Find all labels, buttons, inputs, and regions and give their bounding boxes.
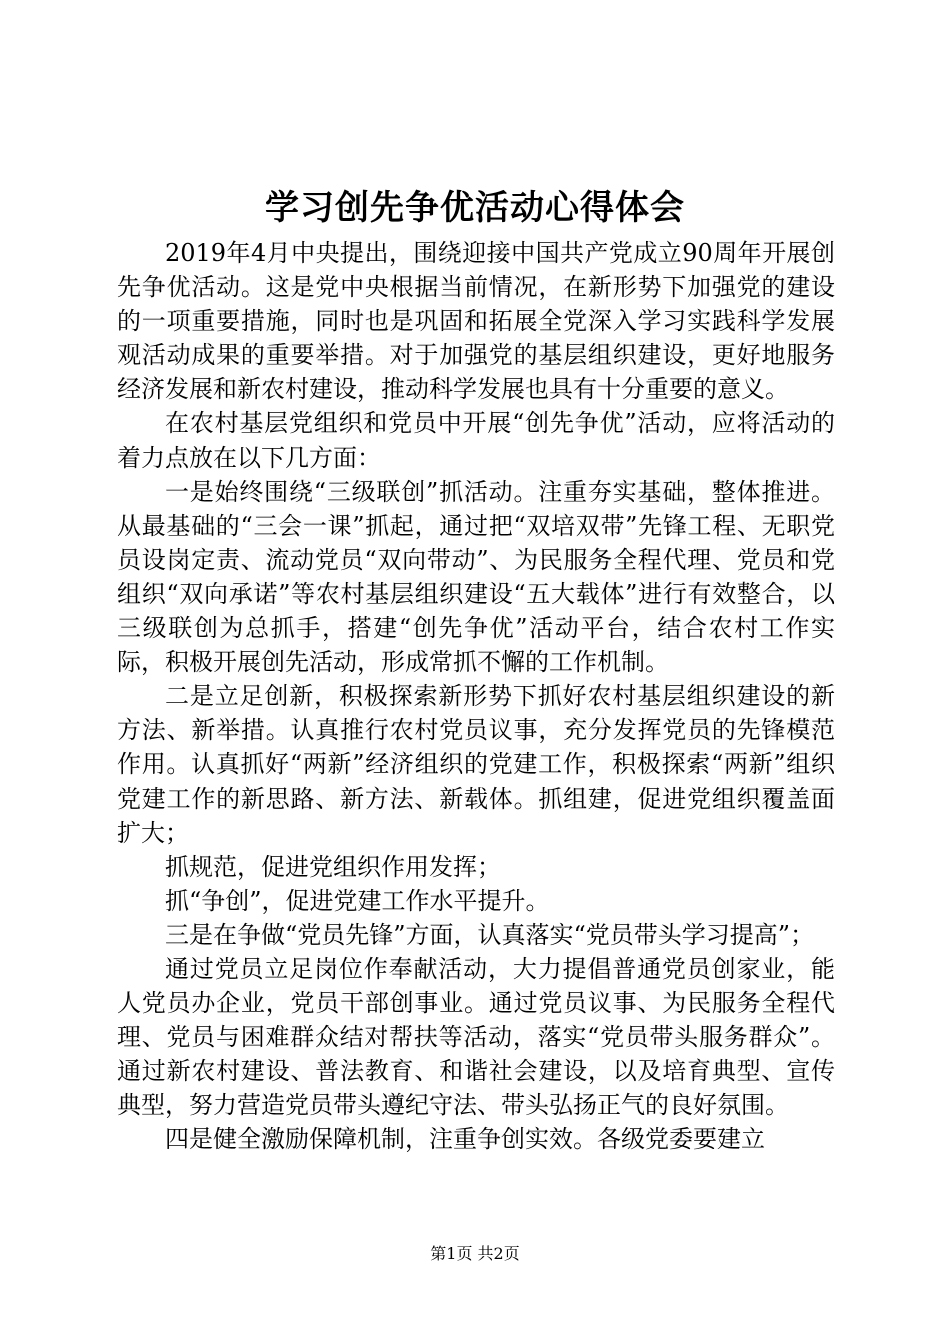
paragraph: 三是在争做“党员先锋”方面，认真落实“党员带头学习提高”； <box>165 920 815 949</box>
paragraph: 抓“争创”，促进党建工作水平提升。 <box>165 886 550 915</box>
paragraph: 通过党员立足岗位作奉献活动，大力提倡普通党员创家业，能人党员办企业，党员干部创事业。通过党员议事、为民服务全程代理、党员与困难群众结对帮扶等活动，落实“党员带头服务群众”。通过新农村建设、普法教育、和谐社会建设，以及培育典型、宣传典型，努力营造党员带头遵纪守法、带头弘扬正气的良好氛围。 <box>117 954 835 1120</box>
paragraph: 抓规范，促进党组织作用发挥； <box>165 852 501 881</box>
paragraph: 一是始终围绕“三级联创”抓活动。注重夯实基础，整体推进。从最基础的“三会一课”抓起，通过把“双培双带”先锋工程、无职党员设岗定责、流动党员“双向带动”、为民服务全程代理、党员和党组织“双向承诺”等农村基层组织建设“五大载体”进行有效整合，以三级联创为总抓手，搭建“创先争优”活动平台，结合农村工作实际，积极开展创先活动，形成常抓不懈的工作机制。 <box>117 477 835 677</box>
document-title: 学习创先争优活动心得体会 <box>265 188 685 228</box>
page-number-footer: 第1页 共2页 <box>430 1244 520 1263</box>
document-body <box>117 236 835 1157</box>
paragraph: 在农村基层党组织和党员中开展“创先争优”活动，应将活动的着力点放在以下几方面： <box>117 409 835 472</box>
paragraph: 二是立足创新，积极探索新形势下抓好农村基层组织建设的新方法、新举措。认真推行农村党员议事，充分发挥党员的先锋模范作用。认真抓好“两新”经济组织的党建工作，积极探索“两新”组织党建工作的新思路、新方法、新载体。抓组建，促进党组织覆盖面扩大； <box>117 682 835 847</box>
paragraph: 四是健全激励保障机制，注重争创实效。各级党委要建立 <box>165 1125 765 1154</box>
paragraph: 2019年4月中央提出，围绕迎接中国共产党成立90周年开展创先争优活动。这是党中央根据当前情况，在新形势下加强党的建设的一项重要措施，同时也是巩固和拓展全党深入学习实践科学发展观活动成果的重要举措。对于加强党的基层组织建设，更好地服务经济发展和新农村建设，推动科学发展也具有十分重要的意义。 <box>117 239 835 404</box>
